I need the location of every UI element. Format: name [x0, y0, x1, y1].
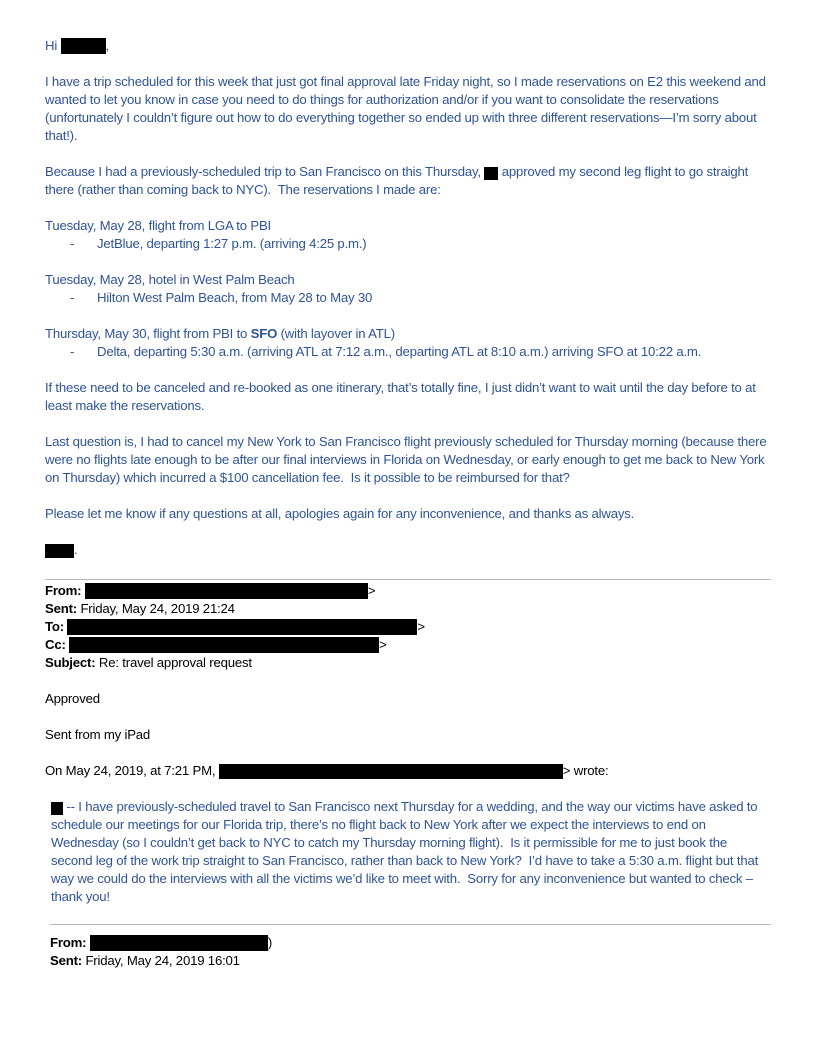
text-run: ): [267, 935, 273, 950]
text-run: ,: [105, 38, 109, 53]
header-label: Sent:: [50, 953, 82, 968]
header-from: [45, 582, 771, 600]
text-run: Re: travel approval request: [95, 655, 252, 670]
header-label: From:: [45, 583, 82, 598]
context-paragraph: [45, 163, 771, 199]
itinerary-3-detail: [45, 343, 771, 361]
text-run: (with layover in ATL): [277, 326, 395, 341]
text-run: On May 24, 2019, at 7:21 PM,: [45, 763, 219, 778]
bullet-dash: -: [70, 344, 75, 359]
itinerary-2-heading: [45, 271, 771, 289]
approved-line: [45, 690, 771, 708]
greeting: [45, 37, 771, 55]
header2-from: [50, 934, 771, 952]
redaction-bar: [61, 38, 106, 54]
text-run: -- I have previously-scheduled travel to San Francisco next Thursday for a wedding, and the way our victims have asked to schedule our meetings for our Florida trip, there’s no flight back to New York after we expect the interviews to end on Wednesday (so I couldn’t get back to NYC to catch my Thursday morning flight). Is it permissible for me to just book the second leg of the work trip straight to San Francisco, rather than back to New York? I’d have to take a 5:30 a.m. flight but that way we could do the interviews with all the victims we’d like to meet with. Sorry for any inconvenience but wanted to check – thank you!: [51, 799, 762, 904]
text-run: Because I had a previously-scheduled trip to San Francisco on this Thursday,: [45, 164, 485, 179]
redaction-bar: [67, 619, 417, 635]
divider-2: [50, 924, 771, 925]
cancellation-fee-paragraph: [45, 433, 771, 487]
text-run: Hi: [45, 38, 61, 53]
header-label: From:: [50, 935, 87, 950]
text-run: Hilton West Palm Beach, from May 28 to May 30: [97, 290, 373, 305]
header-label: Cc:: [45, 637, 66, 652]
text-run: Friday, May 24, 2019 16:01: [81, 953, 240, 968]
text-run: Thursday, May 30, flight from PBI to: [45, 326, 251, 341]
text-run: Delta, departing 5:30 a.m. (arriving ATL at 7:12 a.m., departing ATL at 8:10 a.m.) arriving SFO at 10:22 a.m.: [97, 344, 702, 359]
itinerary-1-detail: [45, 235, 771, 253]
on-wrote-line: [45, 762, 771, 780]
signature: [45, 541, 771, 559]
text-run: Please let me know if any questions at all, apologies again for any inconvenience, and thanks as always.: [45, 506, 635, 521]
rebooking-paragraph: [45, 379, 771, 415]
redaction-bar: [45, 544, 74, 558]
redaction-bar: [85, 583, 368, 599]
header-label: Subject:: [45, 655, 96, 670]
sent-from-ipad-line: [45, 726, 771, 744]
bullet-dash: -: [70, 290, 75, 305]
text-run: Sent from my iPad: [45, 727, 151, 742]
bullet-dash: -: [70, 236, 75, 251]
intro-paragraph: [45, 73, 771, 145]
email-thread: [45, 37, 771, 970]
header-label: Sent:: [45, 601, 77, 616]
redaction-bar: [51, 802, 63, 815]
text-run: Approved: [45, 691, 100, 706]
header2-sent: [50, 952, 771, 970]
text-run: > wrote:: [562, 763, 609, 778]
header-to: [45, 618, 771, 636]
redaction-bar: [69, 637, 379, 653]
closing-paragraph: [45, 505, 771, 523]
redaction-bar: [484, 167, 498, 180]
text-run: >: [417, 619, 425, 634]
text-run: If these need to be canceled and re-booked as one itinerary, that’s totally fine, I just didn’t want to wait until the day before to at least make the reservations.: [45, 380, 760, 413]
itinerary-2-detail: [45, 289, 771, 307]
text-run: >: [367, 583, 376, 598]
header-cc: [45, 636, 771, 654]
text-run: JetBlue, departing 1:27 p.m. (arriving 4:25 p.m.): [97, 236, 367, 251]
text-run: >: [379, 637, 387, 652]
itinerary-3-heading: [45, 325, 771, 343]
text-run: Last question is, I had to cancel my New York to San Francisco flight previously scheduled for Thursday morning (because there were no flights late enough to be after our final interviews in Florida on Wednesday, or early enough to get me back to New York on Thursday) which incurred a $100 cancellation fee. Is it possible to be reimbursed for that?: [45, 434, 770, 485]
text-run: Tuesday, May 28, hotel in West Palm Beach: [45, 272, 295, 287]
text-run: Friday, May 24, 2019 21:24: [76, 601, 235, 616]
text-run: approved my second leg flight to go straight there (rather than coming back to NYC). The reservations I made are:: [45, 164, 752, 197]
text-run: .: [74, 542, 78, 557]
redaction-bar: [219, 764, 563, 779]
redaction-bar: [90, 935, 268, 951]
header-subject: [45, 654, 771, 672]
header-label: To:: [45, 619, 64, 634]
text-run: I have a trip scheduled for this week that just got final approval late Friday night, so I made reservations on E2 this weekend and wanted to let you know in case you need to do things for authorization and/or if you want to consolidate the reservations (unfortunately I couldn’t figure out how to do everything together so ended up with three different reservations—I’m sorry about that!).: [45, 74, 770, 143]
bold-text: SFO: [250, 326, 278, 341]
text-run: Tuesday, May 28, flight from LGA to PBI: [45, 218, 272, 233]
quoted-request-paragraph: [51, 798, 771, 906]
divider: [45, 579, 771, 580]
itinerary-1-heading: [45, 217, 771, 235]
header-sent: [45, 600, 771, 618]
